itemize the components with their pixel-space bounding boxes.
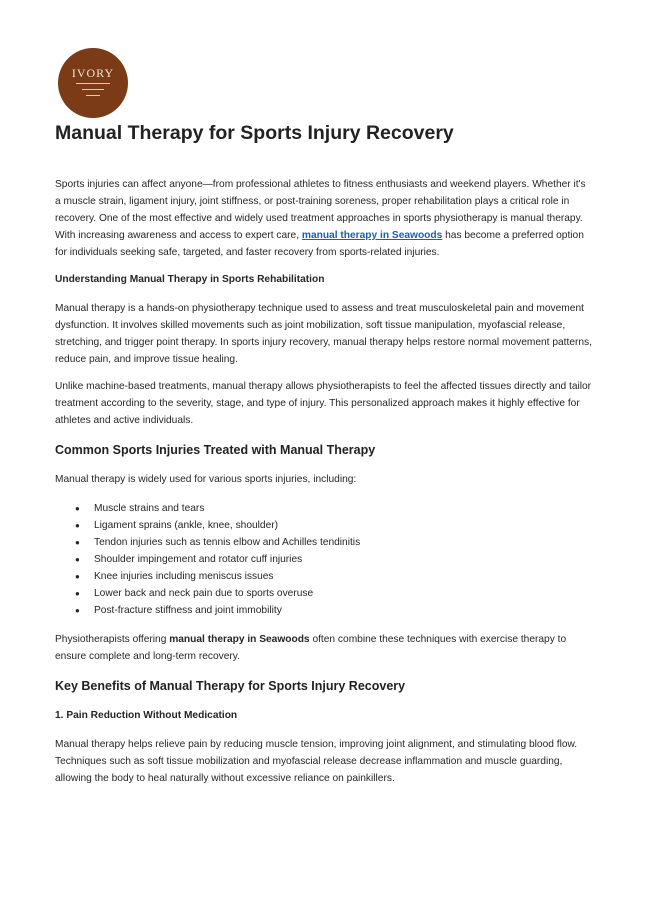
article-content — [55, 120, 593, 787]
intro-paragraph: Sports injuries can affect anyone—from professional athletes to fitness enthusiasts and weekend players. Whether it's a muscle strain, ligament injury, joint stiffness, or post-training soreness, proper rehabilitation plays a critical role in recovery. One of the most effective and widely used treatment approaches in sports physiotherapy is manual therapy. With increasing awareness and access to expert care, manual therapy in Seawoods has become a preferred option for individuals seeking safe, targeted, and faster recovery from sports-related injuries. — [55, 179, 586, 258]
benefit-1-paragraph: Manual therapy helps relieve pain by reducing muscle tension, improving joint alignment, and stimulating blood flow. Techniques such as soft tissue mobilization and myofascial release decrease inflammation and muscle guarding, allowing the body to heal naturally without excessive reliance on painkillers. — [55, 739, 578, 784]
list-item: ● Knee injuries including meniscus issues — [55, 568, 593, 585]
benefits-heading: Key Benefits of Manual Therapy for Sports Injury Recovery — [55, 679, 406, 693]
common-injuries-outro: Physiotherapists offering manual therapy in Seawoods often combine these techniques with exercise therapy to ensure complete and long-term recovery. — [55, 634, 567, 662]
understanding-paragraph-1: Manual therapy is a hands-on physiotherapy technique used to assess and treat musculoskeletal pain and movement dysfunction. It involves skilled movements such as joint mobilization, soft tissue manipulation, myofascial release, stretching, and trigger point therapy. In sports injury recovery, manual therapy helps restore normal movement patterns, reduce pain, and improve tissue healing. — [55, 303, 592, 365]
list-item: ● Shoulder impingement and rotator cuff injuries — [55, 551, 593, 568]
logo-rule — [76, 83, 110, 84]
understanding-paragraph-2: Unlike machine-based treatments, manual therapy allows physiotherapists to feel the affected tissues directly and tailor treatment according to the severity, stage, and type of injury. This personalized approach makes it highly effective for athletes and active individuals. — [55, 381, 592, 426]
injury-list — [55, 500, 593, 619]
understanding-heading: Understanding Manual Therapy in Sports Rehabilitation — [55, 274, 325, 285]
ivory-logo — [58, 48, 128, 118]
page-title: Manual Therapy for Sports Injury Recovery — [55, 122, 454, 144]
list-item: ● Post-fracture stiffness and joint immobility — [55, 602, 593, 619]
logo-rule — [86, 95, 100, 96]
list-item: ● Lower back and neck pain due to sports overuse — [55, 585, 593, 602]
logo-wordmark: IVORY — [71, 65, 115, 80]
benefit-1-heading: 1. Pain Reduction Without Medication — [55, 710, 238, 721]
logo-rule — [82, 89, 104, 90]
common-injuries-intro: Manual therapy is widely used for various sports injuries, including: — [55, 474, 357, 485]
list-item: ● Muscle strains and tears — [55, 500, 593, 517]
common-injuries-heading: Common Sports Injuries Treated with Manual Therapy — [55, 443, 376, 457]
list-item: ● Tendon injuries such as tennis elbow and Achilles tendinitis — [55, 534, 593, 551]
list-item: ● Ligament sprains (ankle, knee, shoulder) — [55, 517, 593, 534]
manual-therapy-seawoods-link[interactable]: manual therapy in Seawoods — [301, 230, 443, 241]
